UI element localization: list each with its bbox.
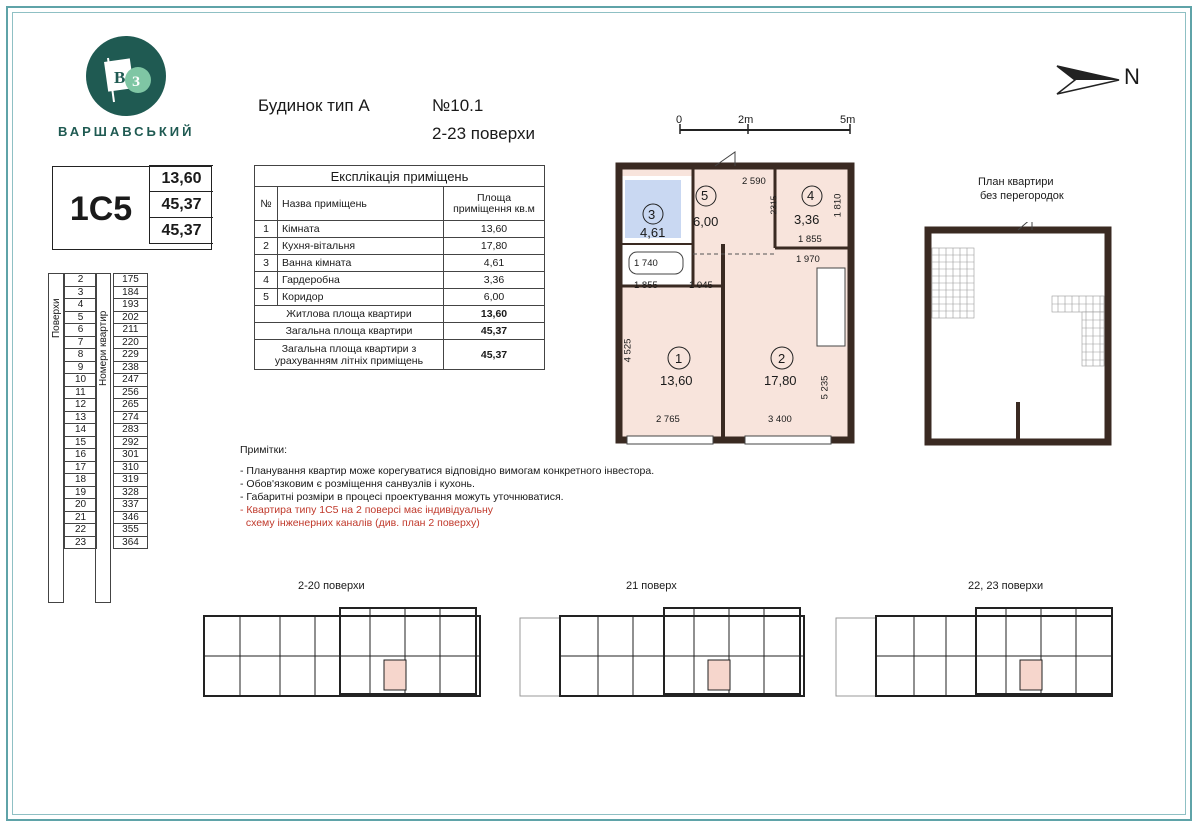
table-row: 3 Ванна кімната 4,61 [255, 255, 545, 272]
open-plan-caption-2: без перегородок [980, 190, 1064, 202]
apartment-plan [605, 148, 855, 448]
open-plan-caption-1: План квартири [978, 176, 1054, 188]
notes-title: Примітки: [240, 444, 287, 456]
table-row: 5 Коридор 6,00 [255, 289, 545, 306]
floor-number: 9 [65, 361, 97, 374]
explication-title: Експлікація приміщень [255, 166, 545, 187]
floor-number: 22 [65, 524, 97, 537]
floor-number: 2 [65, 274, 97, 287]
notes [240, 444, 654, 530]
floor-number: 23 [65, 536, 97, 549]
floor-row [65, 274, 148, 287]
floor-row [65, 374, 148, 387]
apartment-number: 175 [114, 274, 148, 287]
area-total-summer: 45,37 [149, 217, 213, 244]
room-1-area: 13,60 [660, 373, 693, 388]
apartment-number: 292 [114, 436, 148, 449]
floors-table [64, 273, 148, 549]
floor-row [65, 499, 148, 512]
floor-number: 3 [65, 286, 97, 299]
apartment-number: 184 [114, 286, 148, 299]
apartment-number: 265 [114, 399, 148, 412]
col-no: № [255, 187, 278, 221]
apartment-number: 328 [114, 486, 148, 499]
apartment-number: 346 [114, 511, 148, 524]
floor-number: 5 [65, 311, 97, 324]
dim-1740: 1 740 [634, 258, 658, 269]
dim-1855a: 1 855 [798, 234, 822, 245]
dim-5235: 5 235 [819, 375, 831, 400]
apt-label: Номери квартир [98, 310, 109, 386]
dim-4525: 4 525 [622, 338, 634, 363]
key-plan-caption-3: 22, 23 поверхи [968, 580, 1044, 592]
table-row: 1 Кімната 13,60 [255, 221, 545, 238]
floor-number: 7 [65, 336, 97, 349]
scale-end: 5m [840, 114, 856, 126]
floor-row [65, 311, 148, 324]
floor-row [65, 286, 148, 299]
apartment-number: 301 [114, 449, 148, 462]
note-item: - Планування квартир може корегуватися відповідно вимогам конкретного інвестора. [240, 465, 655, 477]
dim-2315: 2315 [768, 195, 779, 215]
floor-number: 17 [65, 461, 97, 474]
room-4-area: 3,36 [794, 212, 820, 227]
apartment-number: 337 [114, 499, 148, 512]
dim-1970: 1 970 [796, 254, 820, 265]
floor-number: 11 [65, 386, 97, 399]
section-number: №10.1 [432, 96, 484, 115]
apartment-number: 283 [114, 424, 148, 437]
apartment-number: 229 [114, 349, 148, 362]
apartment-number: 310 [114, 461, 148, 474]
floor-number: 19 [65, 486, 97, 499]
dim-3400: 3 400 [768, 414, 792, 425]
total-row: Житлова площа квартири 13,60 [255, 306, 545, 323]
logo-icon [86, 36, 166, 116]
col-area: Площа приміщення кв.м [444, 187, 545, 221]
table-row: 2 Кухня-вітальня 17,80 [255, 238, 545, 255]
logo-letter-2: З [132, 74, 140, 90]
floor-number: 14 [65, 424, 97, 437]
dim-1855b: 1 855 [634, 280, 658, 291]
apartment-number: 364 [114, 536, 148, 549]
floor-row [65, 336, 148, 349]
floor-row [65, 486, 148, 499]
apartment-number: 355 [114, 524, 148, 537]
floor-row [65, 511, 148, 524]
floor-row [65, 461, 148, 474]
apartment-number: 220 [114, 336, 148, 349]
apartment-code-box [52, 166, 212, 250]
note-item: - Обов'язковим є розміщення санвузлів і кухонь. [240, 478, 475, 490]
apartment-number: 202 [114, 311, 148, 324]
key-plan-caption-2: 21 поверх [626, 580, 677, 592]
room-3-area: 4,61 [640, 225, 666, 240]
open-plan [922, 222, 1114, 448]
brand-name: ВАРШАВСЬКИЙ [58, 124, 195, 139]
room-4-no: 4 [807, 188, 815, 203]
apartment-number: 193 [114, 299, 148, 312]
floor-number: 21 [65, 511, 97, 524]
key-plan-2 [518, 604, 808, 700]
north-arrow-icon [1055, 62, 1125, 98]
floors-range: 2-23 поверхи [432, 124, 535, 143]
floor-number: 12 [65, 399, 97, 412]
floor-row [65, 411, 148, 424]
room-2-area: 17,80 [764, 373, 797, 388]
floor-row [65, 449, 148, 462]
floor-number: 15 [65, 436, 97, 449]
total-row: Загальна площа квартири з урахуванням літніх приміщень 45,37 [255, 340, 545, 370]
floor-row [65, 299, 148, 312]
room-1-no: 1 [675, 351, 683, 366]
col-name: Назва приміщень [278, 187, 444, 221]
apartment-number: 247 [114, 374, 148, 387]
floor-row [65, 349, 148, 362]
floor-number: 18 [65, 474, 97, 487]
floor-number: 4 [65, 299, 97, 312]
room-3-no: 3 [648, 207, 656, 222]
apartment-number: 319 [114, 474, 148, 487]
key-plan-caption-1: 2-20 поверхи [298, 580, 365, 592]
area-total: 45,37 [149, 191, 213, 218]
floor-row [65, 474, 148, 487]
floor-row [65, 399, 148, 412]
room-5-no: 5 [701, 188, 709, 203]
apartment-number: 238 [114, 361, 148, 374]
floor-row [65, 436, 148, 449]
note-item: - Габаритні розміри в процесі проектування можуть уточнюватися. [240, 491, 564, 503]
floor-row [65, 536, 148, 549]
apartment-number: 274 [114, 411, 148, 424]
logo-letter-1: В [114, 68, 126, 87]
building-type: Будинок тип А [258, 96, 370, 115]
scale-zero: 0 [676, 114, 683, 126]
note-red-2: схему інженерних каналів (див. план 2 поверху) [240, 517, 480, 529]
total-row: Загальна площа квартири 45,37 [255, 323, 545, 340]
floor-row [65, 361, 148, 374]
table-row: 4 Гардеробна 3,36 [255, 272, 545, 289]
scale-mid: 2m [738, 114, 754, 126]
note-red-1: - Квартира типу 1С5 на 2 поверсі має індивідуальну [240, 504, 494, 516]
floor-number: 8 [65, 349, 97, 362]
floors-label: Поверхи [51, 298, 62, 338]
area-living: 13,60 [149, 165, 213, 192]
key-plan-1 [200, 604, 484, 700]
floor-row [65, 524, 148, 537]
dim-1810: 1 810 [832, 193, 844, 218]
floor-row [65, 324, 148, 337]
apartment-code: 1С5 [69, 189, 133, 228]
floor-row [65, 386, 148, 399]
apartment-number: 256 [114, 386, 148, 399]
dim-2765: 2 765 [656, 414, 680, 425]
floor-row [65, 424, 148, 437]
apartment-number: 211 [114, 324, 148, 337]
dim-2590: 2 590 [742, 176, 766, 187]
floor-number: 16 [65, 449, 97, 462]
room-5-area: 6,00 [693, 214, 719, 229]
floor-number: 20 [65, 499, 97, 512]
explication-table [254, 165, 545, 370]
dim-1045: 1 045 [689, 280, 713, 291]
floor-number: 6 [65, 324, 97, 337]
north-label: N [1124, 64, 1140, 89]
key-plan-3 [834, 604, 1116, 700]
floor-number: 10 [65, 374, 97, 387]
room-2-no: 2 [778, 351, 786, 366]
floor-number: 13 [65, 411, 97, 424]
